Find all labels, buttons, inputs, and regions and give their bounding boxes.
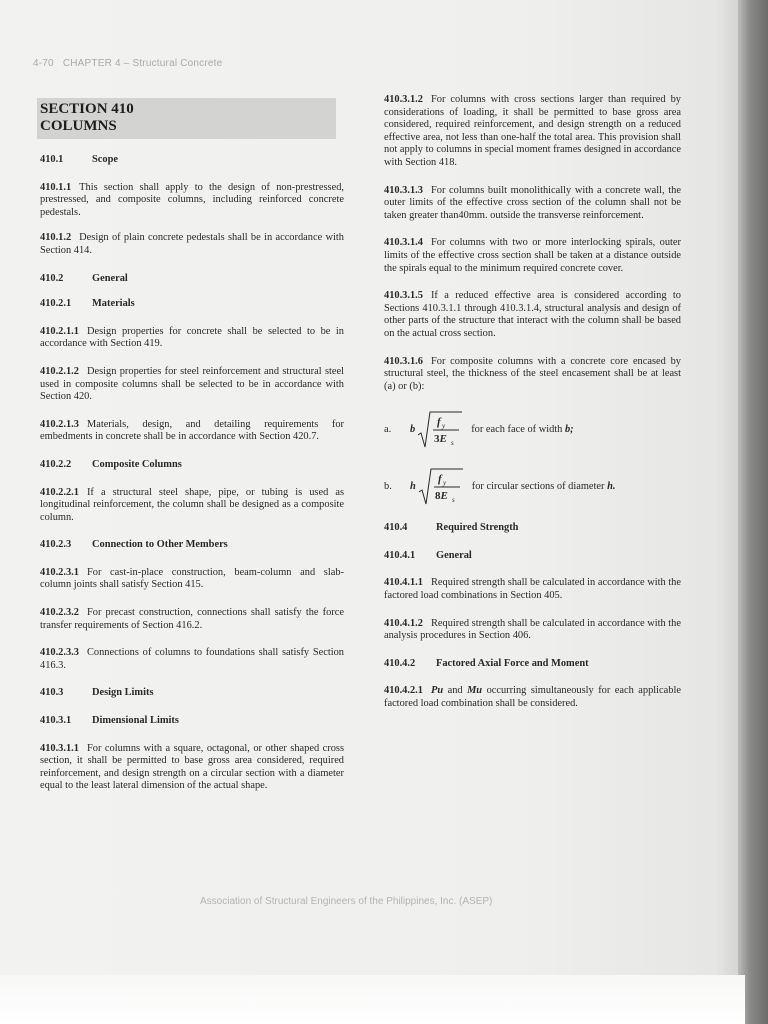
heading-410-4-1 (384, 550, 681, 563)
heading-number: 410.1 (40, 154, 64, 165)
clause-number: 410.3.1.5 (384, 290, 423, 302)
heading-number: 410.2 (40, 272, 64, 284)
heading-number: 410.4.2 (384, 657, 416, 669)
heading-title: Connection to Other Members (92, 539, 228, 551)
heading-410-2-3 (40, 539, 344, 552)
clause-number: 410.1.2 (40, 232, 72, 244)
heading-number: 410.2.1 (40, 298, 72, 310)
page-margin-bottom (0, 975, 745, 1024)
clause-number: 410.2.1.1 (40, 325, 79, 337)
clause-410-2-1-2 (40, 366, 344, 404)
clause-410-2-1-1 (40, 326, 344, 351)
clause-number: 410.2.3.2 (40, 607, 79, 619)
svg-text:f: f (437, 473, 442, 486)
svg-text:y: y (442, 422, 446, 431)
clause-number: 410.3.1.3 (384, 184, 423, 196)
clause-410-4-1-1 (384, 577, 681, 602)
clause-number: 410.2.3.3 (40, 647, 79, 659)
clause-number: 410.3.1.6 (384, 355, 423, 367)
section-banner (37, 98, 336, 139)
heading-title: Design Limits (92, 687, 154, 699)
clause-number: 410.2.3.1 (40, 566, 79, 578)
heading-title: General (92, 272, 128, 284)
heading-410-3 (40, 687, 344, 700)
page-number: 4-70 (33, 58, 54, 69)
formula-variable: h (410, 480, 416, 492)
clause-text: For cast-in-place construction, beam-column and slab-column joints shall satisfy Section 415. (40, 566, 344, 591)
section-number: SECTION 410 (40, 101, 134, 117)
clause-number: 410.4.1.1 (384, 577, 423, 589)
clause-text: Design of plain concrete pedestals shall be in accordance with Section 414. (40, 232, 344, 256)
clause-text: Required strength shall be calculated in accordance with the analysis procedures in Section 406. (384, 617, 681, 642)
heading-410-4-2 (384, 658, 681, 671)
clause-number: 410.3.1.2 (384, 94, 423, 105)
clause-410-3-1-3 (384, 185, 681, 223)
clause-410-2-3-1 (40, 567, 344, 592)
heading-410-4 (384, 522, 681, 535)
clause-text: For columns with two or more interlocking spirals, outer limits of the effective cross section shall be taken at a distance outside the spirals equal to the minimum required concrete cover. (384, 237, 681, 274)
clause-text: If a structural steel shape, pipe, or tubing is used as longitudinal reinforcement, the column shall be designed as a composite column. (40, 486, 344, 523)
svg-text:s: s (451, 496, 455, 505)
right-column (384, 94, 681, 711)
clause-number: 410.3.1.4 (384, 237, 423, 249)
svg-text:y: y (442, 479, 446, 488)
formula-a (384, 408, 681, 452)
clause-text: For columns built monolithically with a concrete wall, the outer limits of the effective cross section of the column shall not be taken greater than40mm. outside the transverse reinforcement. (384, 184, 681, 221)
formula-variable: b (410, 423, 416, 435)
heading-number: 410.4.1 (384, 549, 416, 561)
formula-label: a. (384, 423, 392, 435)
heading-number: 410.3.1 (40, 715, 72, 727)
heading-title: Materials (92, 298, 135, 310)
clause-text: occurring simultaneously for each applicable factored load combination shall be considered. (384, 685, 681, 710)
clause-410-3-1-5 (384, 290, 681, 340)
clause-410-4-2-1: 410.4.2.1 Pu and Mu occurring simultaneously for each applicable factored load combination shall be considered. (384, 685, 681, 710)
sqrt-fraction (417, 409, 463, 451)
clause-410-3-1-4 (384, 237, 681, 275)
heading-410-2 (40, 273, 344, 286)
sqrt-fraction (418, 466, 464, 508)
clause-410-2-1-3 (40, 419, 344, 444)
heading-title: Required Strength (436, 522, 519, 534)
heading-410-3-1 (40, 715, 344, 728)
heading-number: 410.2.3 (40, 539, 72, 551)
formula-description: for each face of width b; (471, 423, 574, 435)
clause-410-3-1-6 (384, 356, 681, 394)
svg-text:f: f (437, 416, 441, 429)
heading-title: Composite Columns (92, 458, 182, 470)
clause-text: Design properties for steel reinforcement and structural steel used in composite columns shall be selected to be in accordance with Section 420. (40, 365, 344, 403)
clause-text: This section shall apply to the design of non-prestressed, prestressed, and composite columns, including reinforced concrete pedestals. (40, 181, 344, 218)
clause-410-2-3-3 (40, 647, 344, 672)
clause-410-3-1-2 (384, 94, 681, 170)
clause-number: 410.2.2.1 (40, 486, 79, 498)
formula-b (384, 465, 681, 509)
heading-410-1 (40, 154, 344, 167)
footer-publisher: Association of Structural Engineers of the Philippines, Inc. (ASEP) (200, 896, 493, 907)
clause-410-2-2-1 (40, 487, 344, 525)
heading-410-2-2 (40, 459, 344, 472)
svg-text:8E: 8E (434, 490, 448, 503)
clause-number: 410.4.1.2 (384, 617, 423, 629)
clause-text: Design properties for concrete shall be selected to be in accordance with Section 419. (40, 325, 344, 350)
chapter-title: CHAPTER 4 – Structural Concrete (62, 58, 223, 69)
symbol-pu: Pu (430, 685, 444, 697)
clause-text: Connections of columns to foundations shall satisfy Section 416.3. (40, 647, 344, 671)
formula-description: for circular sections of diameter h. (471, 480, 616, 492)
clause-410-1-1 (40, 182, 344, 220)
clause-410-1-2 (40, 232, 344, 257)
binding-shadow (738, 0, 768, 1024)
heading-title: Factored Axial Force and Moment (436, 657, 589, 669)
clause-text: For precast construction, connections shall satisfy the force transfer requirements of Section 416.2. (40, 607, 344, 631)
clause-text: For columns with a square, octagonal, or other shaped cross section, it shall be permitted to base gross area considered, required reinforcement, and design strength on a circular section with a diameter equal to the least lateral dimension of the actual shape. (40, 742, 344, 792)
symbol-mu: Mu (467, 685, 483, 697)
clause-410-4-1-2 (384, 618, 681, 643)
clause-410-3-1-1 (40, 743, 344, 793)
heading-number: 410.3 (40, 687, 64, 699)
heading-number: 410.2.2 (40, 458, 72, 470)
heading-number: 410.4 (384, 522, 408, 534)
clause-text: Required strength shall be calculated in accordance with the factored load combinations in Section 405. (384, 577, 681, 602)
clause-number: 410.1.1 (40, 181, 72, 193)
running-head (33, 58, 222, 69)
clause-number: 410.2.1.3 (40, 418, 79, 430)
clause-text: Materials, design, and detailing requirements for embedments in concrete shall be in accordance with Section 420.7. (40, 418, 344, 443)
clause-410-2-3-2 (40, 607, 344, 632)
svg-text:s: s (451, 439, 454, 448)
left-column (40, 98, 344, 793)
clause-text: For columns with cross sections larger than required by considerations of loading, it shall be permitted to base gross area considered, required reinforcement, and design strength on a reduced effective area, not less than one-half the total area. This provision shall not apply to columns in special moment frames designed in accordance with Section 418. (384, 94, 681, 168)
heading-410-2-1 (40, 298, 344, 311)
formula-label: b. (384, 480, 392, 492)
clause-text: For composite columns with a concrete core encased by structural steel, the thickness of the steel encasement shall be at least (a) or (b): (384, 355, 681, 392)
heading-title: Scope (92, 154, 118, 165)
clause-number: 410.3.1.1 (40, 742, 79, 754)
heading-title: General (436, 549, 472, 561)
svg-text:3E: 3E (434, 433, 448, 446)
clause-number: 410.2.1.2 (40, 365, 79, 377)
heading-title: Dimensional Limits (92, 715, 179, 727)
clause-text: If a reduced effective area is considered according to Sections 410.3.1.1 through 410.3.1.4, structural analysis and design of other parts of the structure that interact with the column shall be based on the actual cross section. (384, 290, 681, 339)
section-title: COLUMNS (40, 118, 117, 134)
clause-number: 410.4.2.1 (384, 685, 423, 697)
